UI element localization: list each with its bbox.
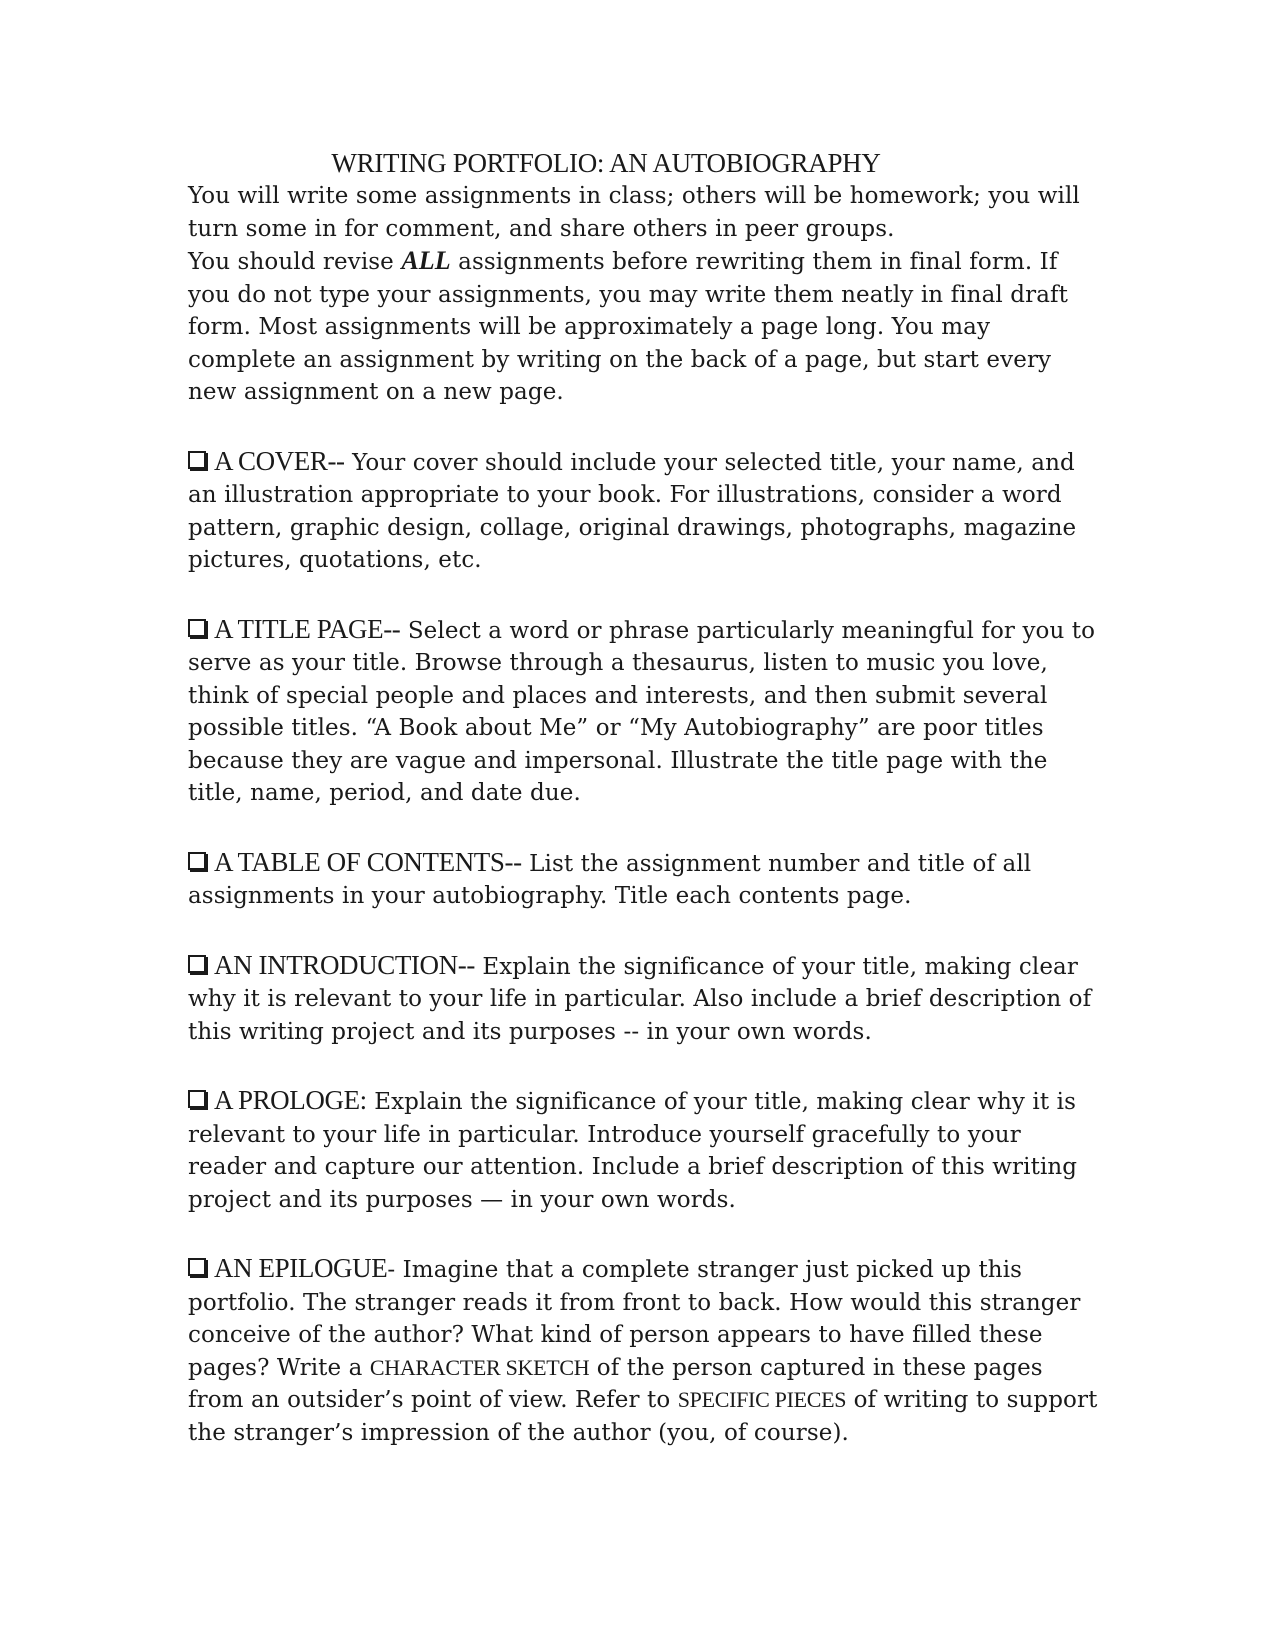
section-text: Explain the significance of your title, making clear why it is relevant to your life in particular. Introduce yourself gracefully to your reader and capture our attention. Include a brief description of this writing project and its purposes — in your own words. [188, 1089, 1078, 1213]
section-text-1: - Imagine that a complete stranger just picked up this portfolio. The stranger reads it from front to back. How would this stranger conceive of the author? What kind of person appears to have filled these pages? Write a [188, 1257, 1081, 1381]
section-text: Your cover should include your selected title, your name, and an illustration appropriate to your book. For illustrations, consider a word pattern, graphic design, collage, original drawings, photographs, magazine pictures, quotations, etc. [188, 449, 1077, 573]
intro-p2-after: assignments before rewriting them in final form. If you do not type your assignments, you may write them neatly in final draft form. Most assignments will be approximately a page long. You may complete an assignment by writing on the back of a page, but start every new assignment on a new page. [188, 249, 1068, 405]
checkbox-icon [188, 955, 206, 973]
checkbox-icon [188, 1090, 206, 1108]
section-heading: A TITLE PAGE-- [214, 613, 401, 644]
document-page [188, 146, 1100, 1449]
intro-paragraph-2 [188, 245, 1100, 409]
intro [188, 180, 1100, 409]
section-text-3: of writing to support the stranger’s impression of the author (you, of course). [188, 1387, 1098, 1446]
section-prologue [188, 1084, 1100, 1216]
emphasis-all: ALL [401, 246, 451, 275]
section-heading: A PROLOGE: [214, 1085, 367, 1115]
checkbox-icon [188, 451, 206, 469]
section-table-of-contents [188, 846, 1100, 913]
specific-pieces-caps: SPECIFIC PIECES [677, 1387, 847, 1412]
document-title: WRITING PORTFOLIO: AN AUTOBIOGRAPHY [331, 148, 881, 178]
section-epilogue [188, 1252, 1100, 1449]
section-heading: A TABLE OF CONTENTS-- [214, 846, 522, 877]
section-text: Explain the significance of your title, making clear why it is relevant to your life in particular. Also include a brief description of this writing project and its purposes -- in your own words. [188, 953, 1092, 1045]
character-sketch-caps: CHARACTER SKETCH [369, 1354, 590, 1380]
section-title-page [188, 613, 1100, 810]
checkbox-icon [188, 852, 206, 870]
section-heading: AN EPILOGUE [214, 1253, 388, 1283]
checkbox-icon [188, 1258, 206, 1276]
checkbox-icon [188, 619, 206, 637]
section-text: List the assignment number and title of all assignments in your autobiography. Title each contents page. [188, 850, 1032, 909]
section-cover [188, 445, 1100, 577]
section-text: Select a word or phrase particularly meaningful for you to serve as your title. Browse through a thesaurus, listen to music you love, think of special people and places and interests, and then submit several possible titles. “A Book about Me” or “My Autobiography” are poor titles because they are vague and impersonal. Illustrate the title page with the title, name, period, and date due. [188, 617, 1096, 806]
section-introduction [188, 949, 1100, 1049]
section-text-2: of the person captured in these pages from an outsider’s point of view. Refer to [188, 1354, 1043, 1413]
section-heading: AN INTRODUCTION-- [214, 949, 475, 980]
intro-paragraph-1: You will write some assignments in class; others will be homework; you will turn some in for comment, and share others in peer groups. [188, 183, 1080, 242]
section-heading: A COVER-- [214, 445, 345, 476]
intro-p2-before: You should revise [188, 249, 402, 275]
